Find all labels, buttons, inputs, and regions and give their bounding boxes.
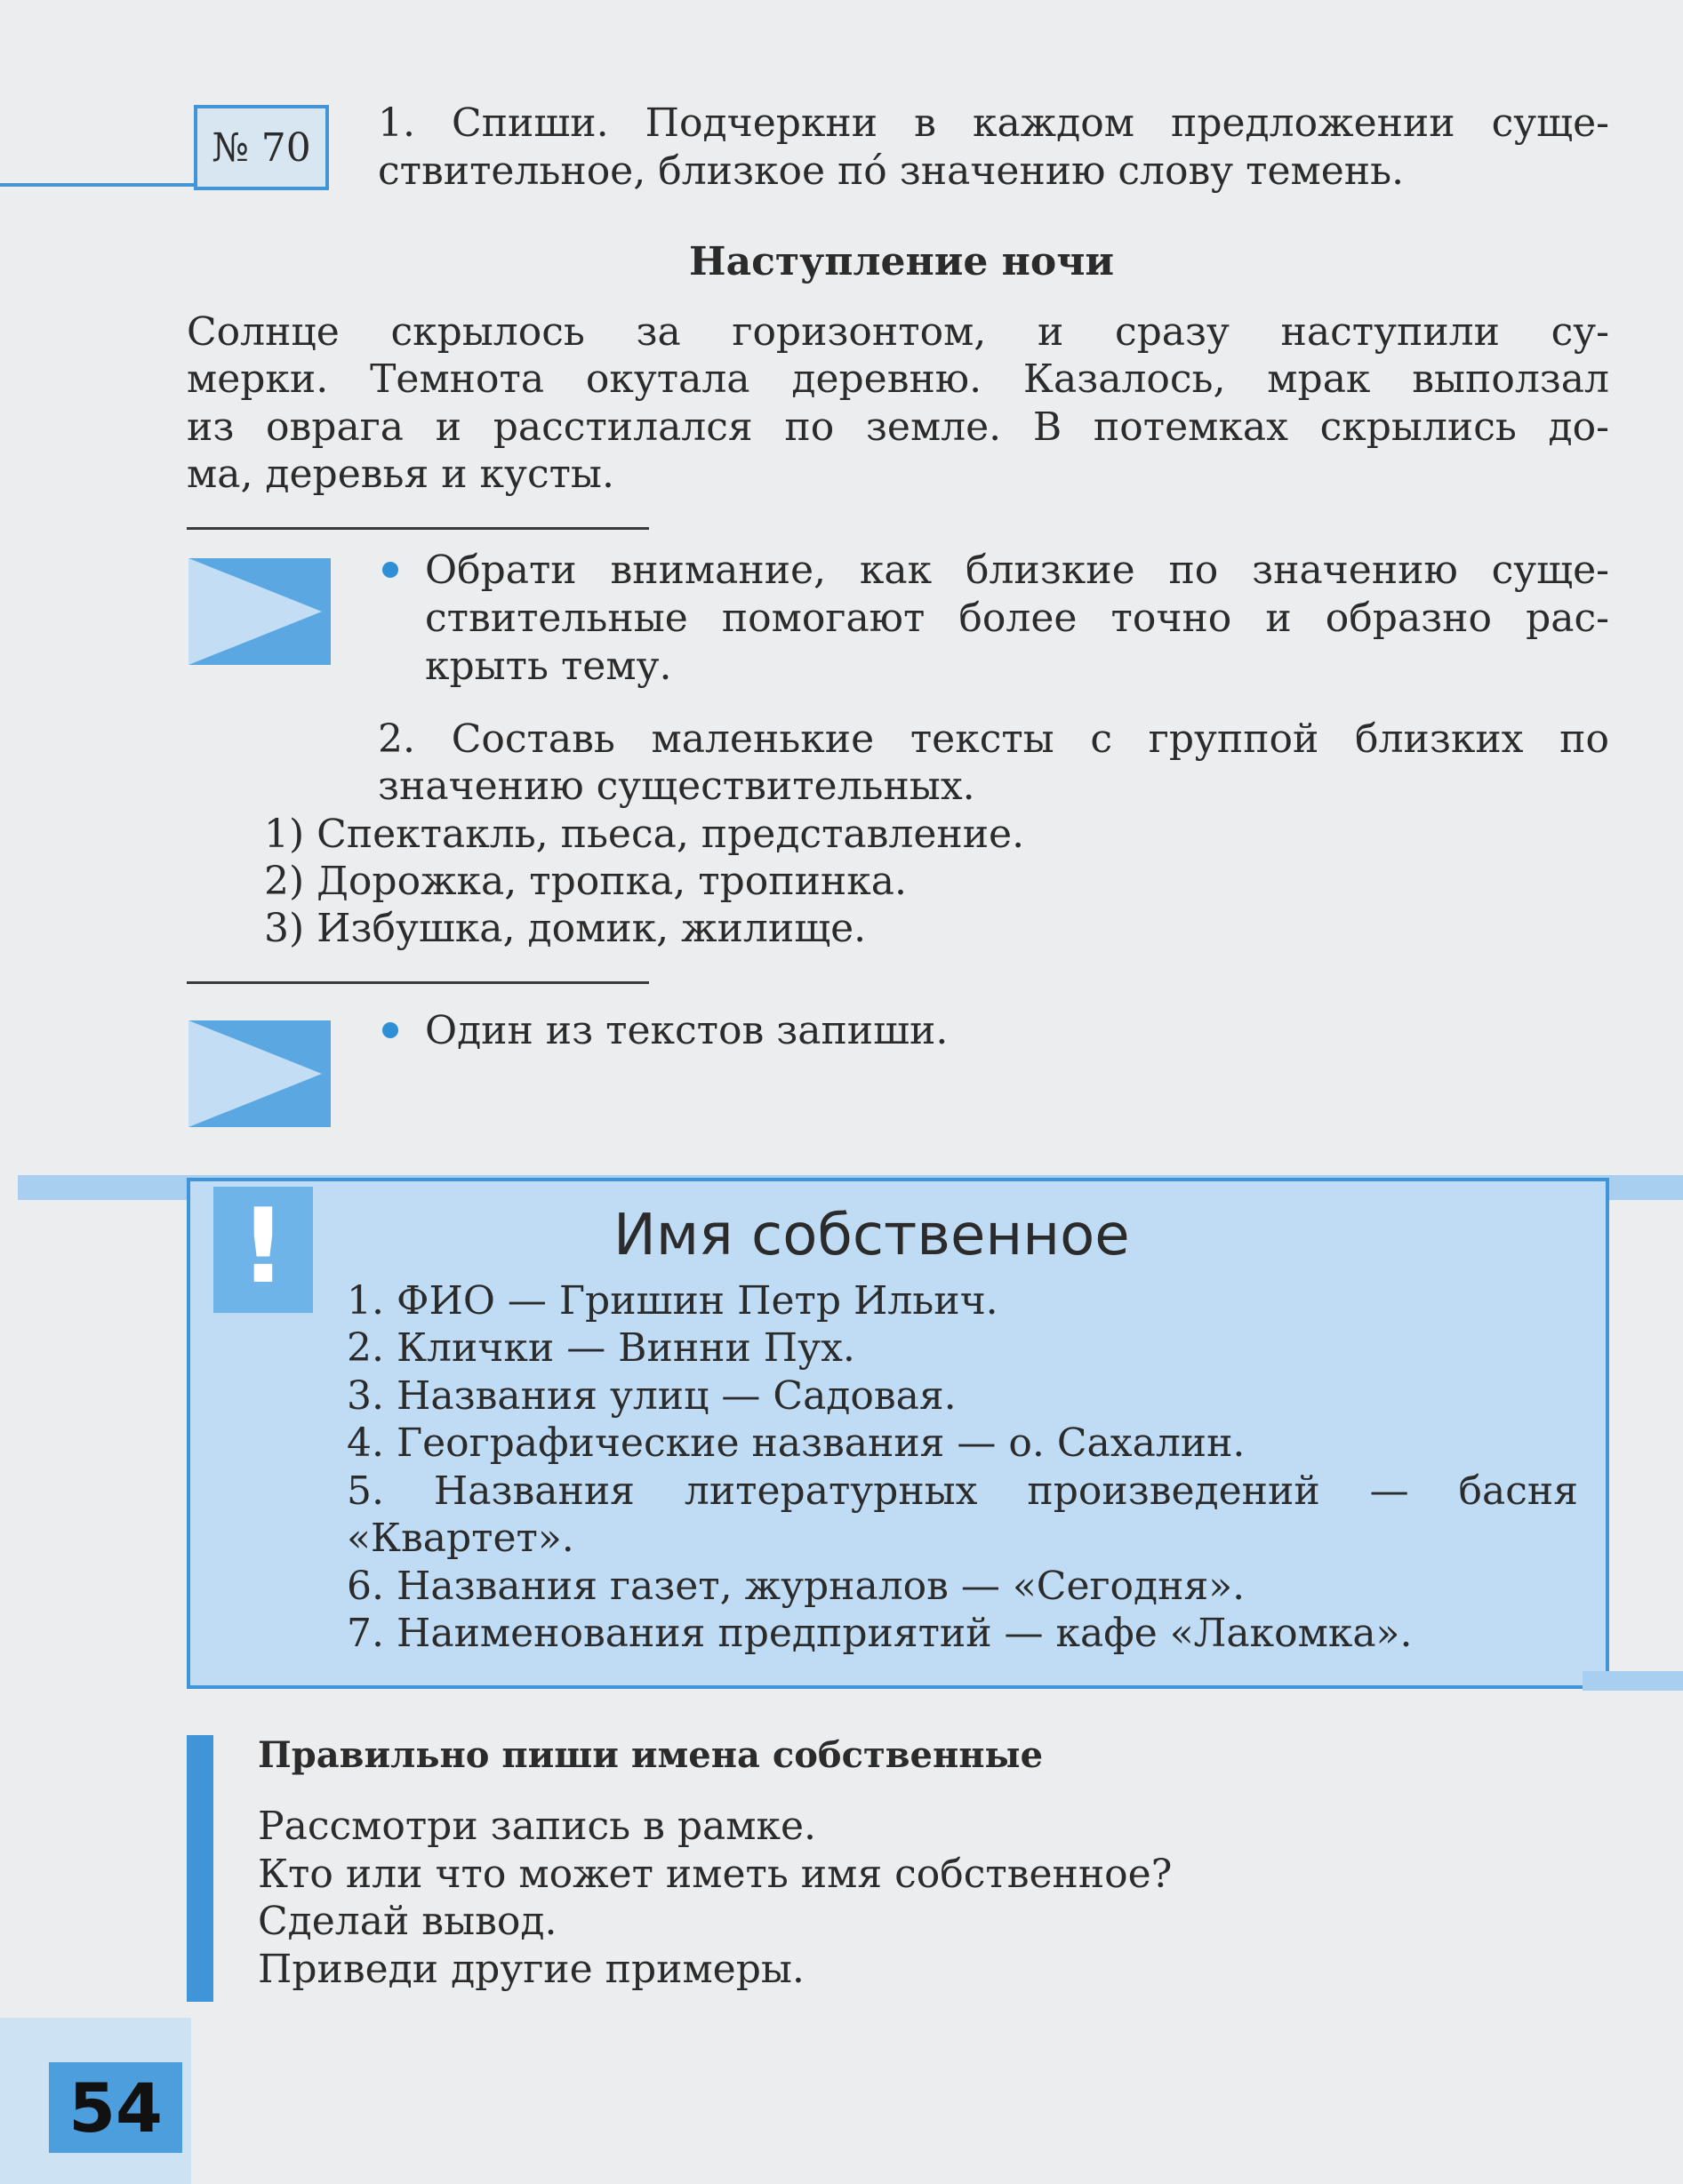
exclamation-icon: ! — [213, 1187, 313, 1313]
rule-title: Имя собственное — [613, 1203, 1130, 1268]
story-line-3: из оврага и расстилался по земле. В потемках скрылись до- — [187, 404, 1609, 450]
task-instruction-line-2: ствительное, близкое по́ значению слову темень. — [378, 148, 1405, 194]
section-line-3: Сделай вывод. — [258, 1899, 557, 1944]
note1-line-1: Обрати внимание, как близкие по значению суще- — [425, 548, 1609, 593]
section-title: Правильно пиши имена собственные — [258, 1734, 1044, 1776]
bullet-icon — [382, 1022, 398, 1038]
page-number-box — [49, 2062, 182, 2153]
attention-flag-icon — [188, 558, 331, 665]
divider-rule — [187, 981, 649, 984]
rule-item-6: 6. Названия газет, журналов — «Сегодня». — [347, 1564, 1246, 1609]
rule-item-1: 1. ФИО — Гришин Петр Ильич. — [347, 1278, 998, 1324]
story-title: Наступление ночи — [689, 239, 1115, 284]
story-line-1: Солнце скрылось за горизонтом, и сразу наступили су- — [187, 309, 1609, 355]
task2-line-2: значению существительных. — [378, 764, 975, 809]
story-line-4: ма, деревья и кусты. — [187, 452, 614, 497]
section-line-4: Приведи другие примеры. — [258, 1947, 805, 1992]
rule-item-3: 3. Названия улиц — Садовая. — [347, 1373, 957, 1419]
section-line-1: Рассмотри запись в рамке. — [258, 1804, 817, 1849]
task2-line-1: 2. Составь маленькие тексты с группой близких по — [378, 716, 1609, 762]
rule-item-5-continued: «Квартет». — [347, 1516, 574, 1561]
attention-flag-icon — [188, 1020, 331, 1127]
story-line-2: мерки. Темнота окутала деревню. Казалось, мрак выползал — [187, 356, 1609, 402]
task2-item-1: 1) Спектакль, пьеса, представление. — [264, 812, 1025, 857]
page-number: 54 — [68, 2068, 163, 2148]
divider-rule — [187, 527, 649, 530]
task2-item-2: 2) Дорожка, тропка, тропинка. — [264, 859, 907, 904]
task2-item-3: 3) Избушка, домик, жилище. — [264, 906, 867, 951]
rule-item-5: 5. Названия литературных произведений — басня — [347, 1468, 1578, 1514]
task-number-box — [194, 105, 329, 190]
section-line-2: Кто или что может иметь имя собственное? — [258, 1852, 1173, 1897]
note1-line-2: ствительные помогают более точно и образно рас- — [425, 596, 1609, 641]
section-sidebar-bar — [187, 1735, 213, 2002]
note2-text: Один из текстов запиши. — [425, 1008, 949, 1053]
rule-item-4: 4. Географические названия — о. Сахалин. — [347, 1420, 1246, 1466]
rule-item-2: 2. Клички — Винни Пух. — [347, 1325, 855, 1371]
rule-item-7: 7. Наименования предприятий — кафе «Лакомка». — [347, 1611, 1413, 1656]
task-number-underline — [0, 183, 197, 187]
note1-line-3: крыть тему. — [425, 644, 672, 689]
rule-band-right — [1583, 1671, 1683, 1691]
task-instruction-line-1: 1. Спиши. Подчеркни в каждом предложении суще- — [378, 100, 1609, 146]
bullet-icon — [382, 562, 398, 578]
task-number: № 70 — [212, 124, 311, 171]
